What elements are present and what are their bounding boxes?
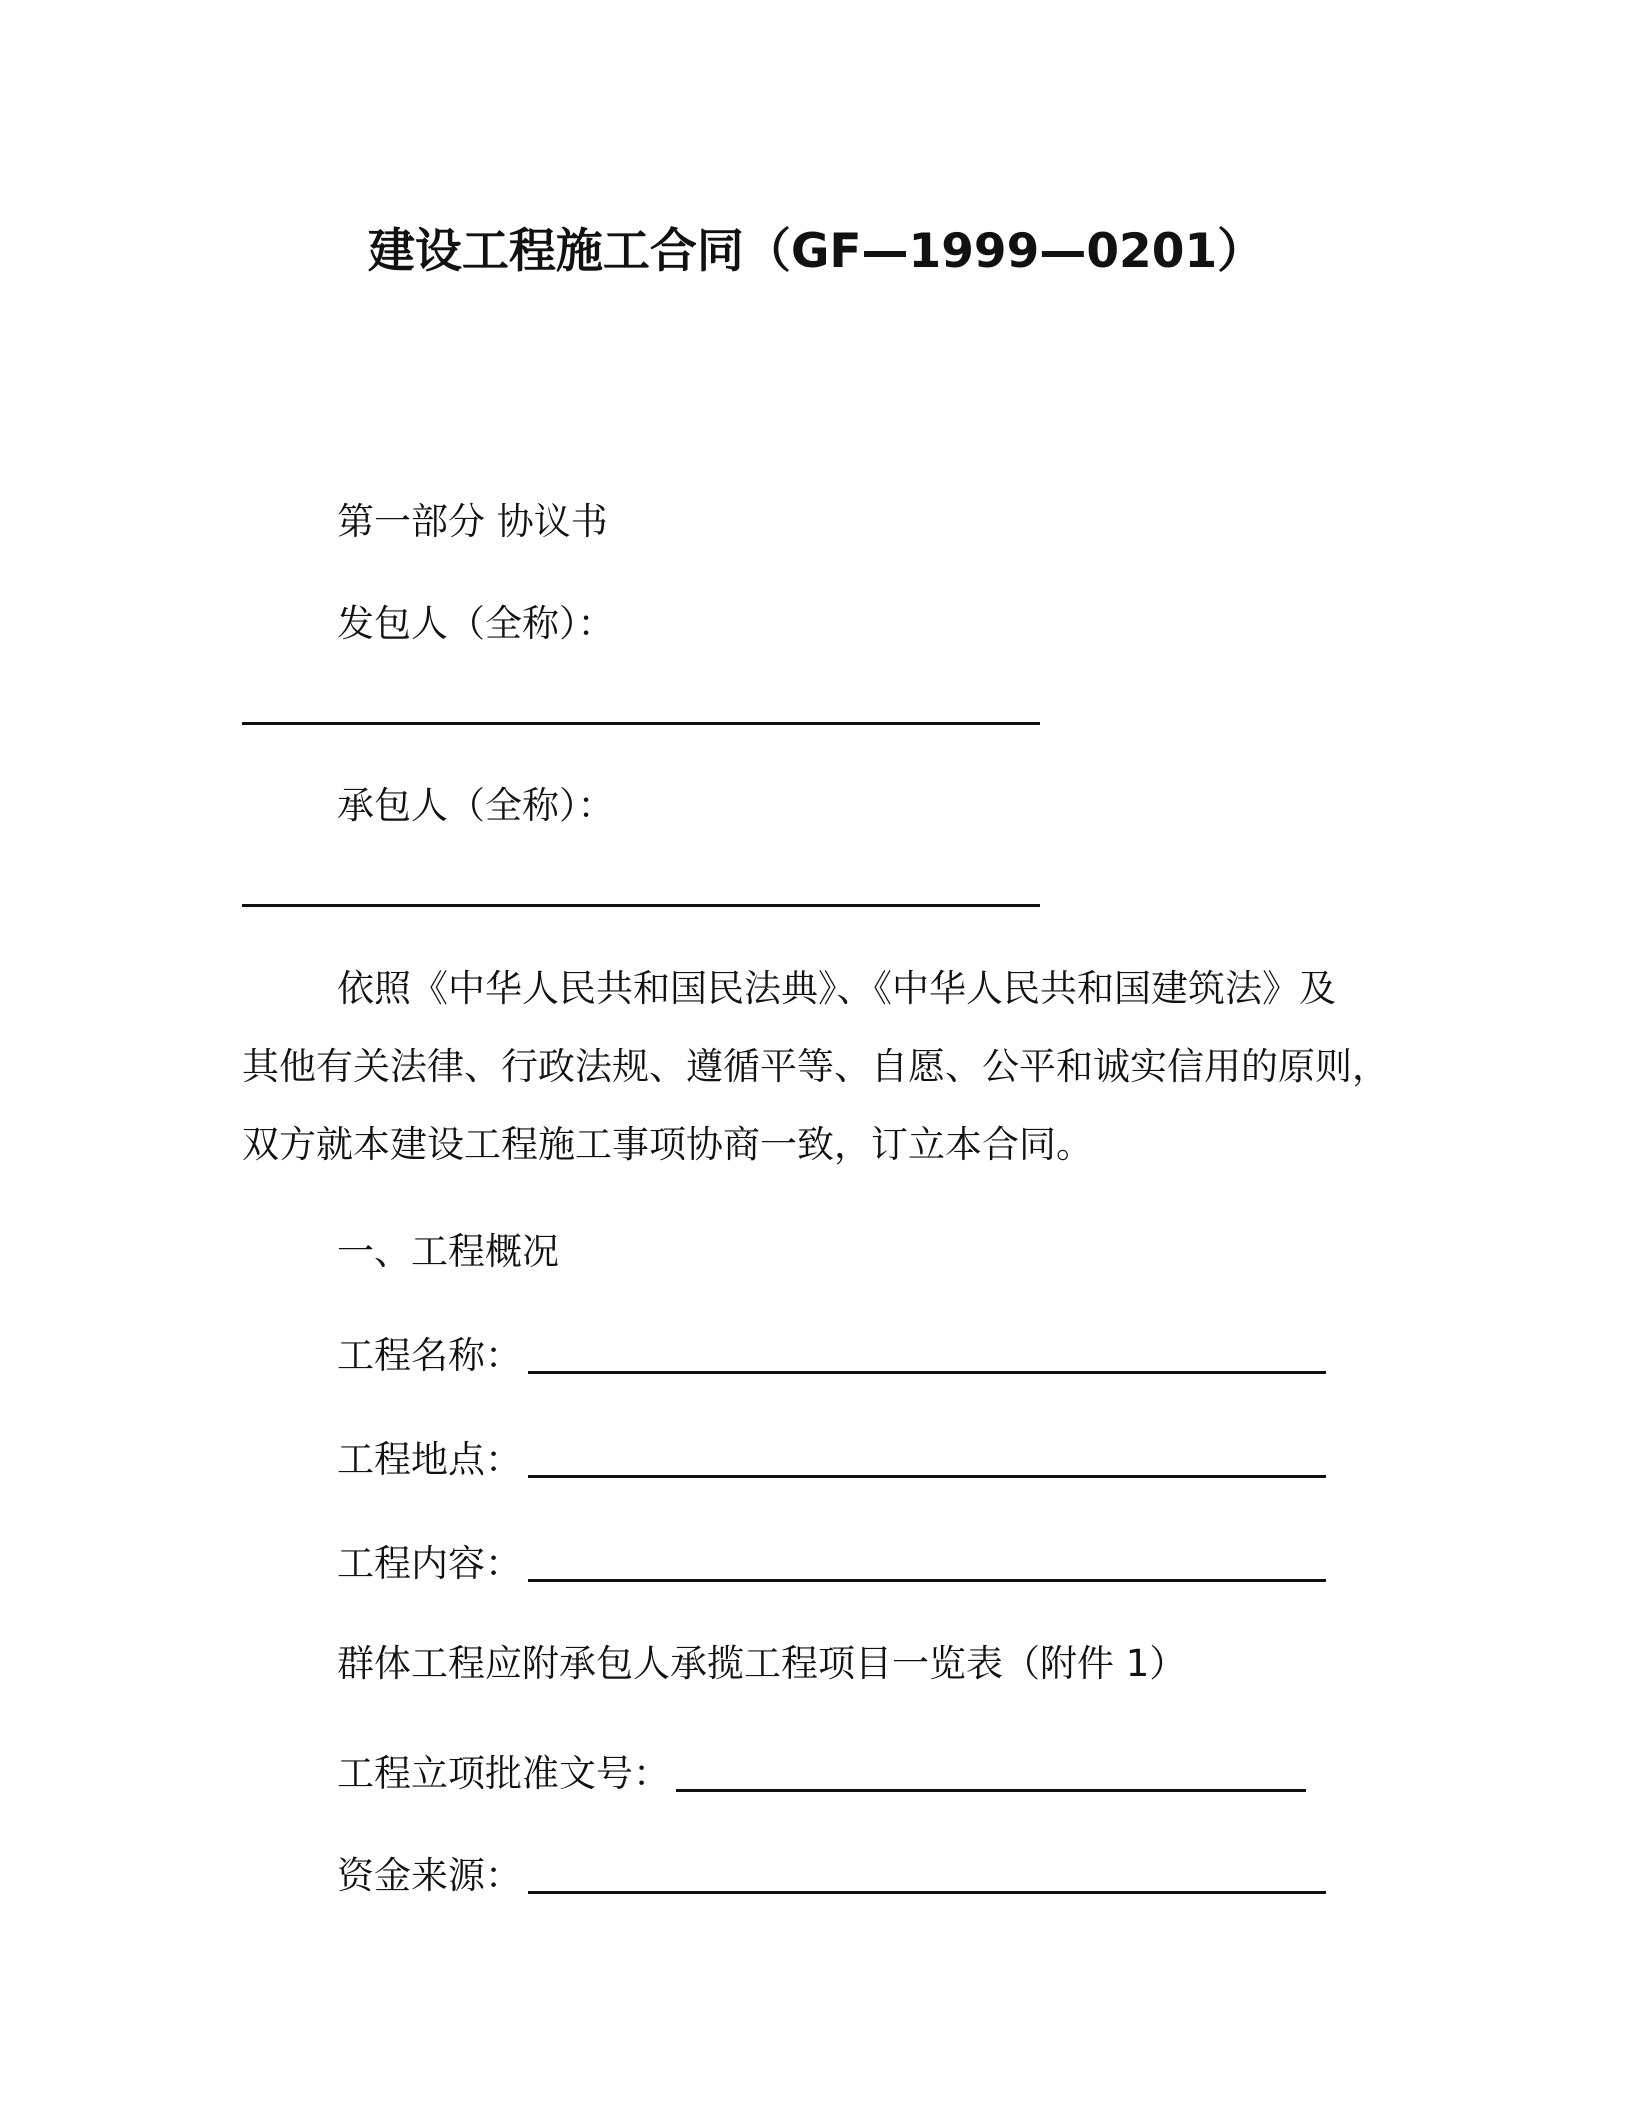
contractor-label: 承包人（全称）： (337, 784, 615, 827)
project-name-blank[interactable] (528, 1371, 1326, 1374)
part-heading: 第一部分 协议书 (337, 500, 608, 543)
project-content-row (337, 1540, 1326, 1588)
section-one-heading: 一、工程概况 (337, 1230, 559, 1273)
approval-number-label: 工程立项批准文号： (337, 1752, 670, 1795)
project-location-label: 工程地点： (337, 1438, 522, 1481)
project-name-label: 工程名称： (337, 1334, 522, 1377)
funding-source-blank[interactable] (528, 1891, 1326, 1894)
approval-number-row (337, 1750, 1306, 1798)
group-project-note: 群体工程应附承包人承揽工程项目一览表（附件 1） (337, 1642, 1187, 1685)
employer-label: 发包人（全称）： (337, 602, 615, 645)
project-content-blank[interactable] (528, 1579, 1326, 1582)
contractor-name-blank[interactable] (242, 904, 1040, 907)
project-location-blank[interactable] (528, 1475, 1326, 1478)
document-title: 建设工程施工合同（GF—1999—0201） (367, 224, 1265, 279)
intro-line-1: 依照《中华人民共和国民法典》、《中华人民共和国建筑法》及 (337, 967, 1336, 1010)
project-location-row (337, 1436, 1326, 1484)
funding-source-label: 资金来源： (337, 1854, 522, 1897)
approval-number-blank[interactable] (676, 1789, 1306, 1792)
project-name-row (337, 1332, 1326, 1380)
intro-line-2: 其他有关法律、行政法规、遵循平等、自愿、公平和诚实信用的原则， (242, 1045, 1389, 1088)
funding-source-row (337, 1852, 1326, 1900)
intro-paragraph (242, 950, 1392, 1184)
project-content-label: 工程内容： (337, 1542, 522, 1585)
employer-name-blank[interactable] (242, 722, 1040, 725)
intro-line-3: 双方就本建设工程施工事项协商一致，订立本合同。 (242, 1123, 1093, 1166)
